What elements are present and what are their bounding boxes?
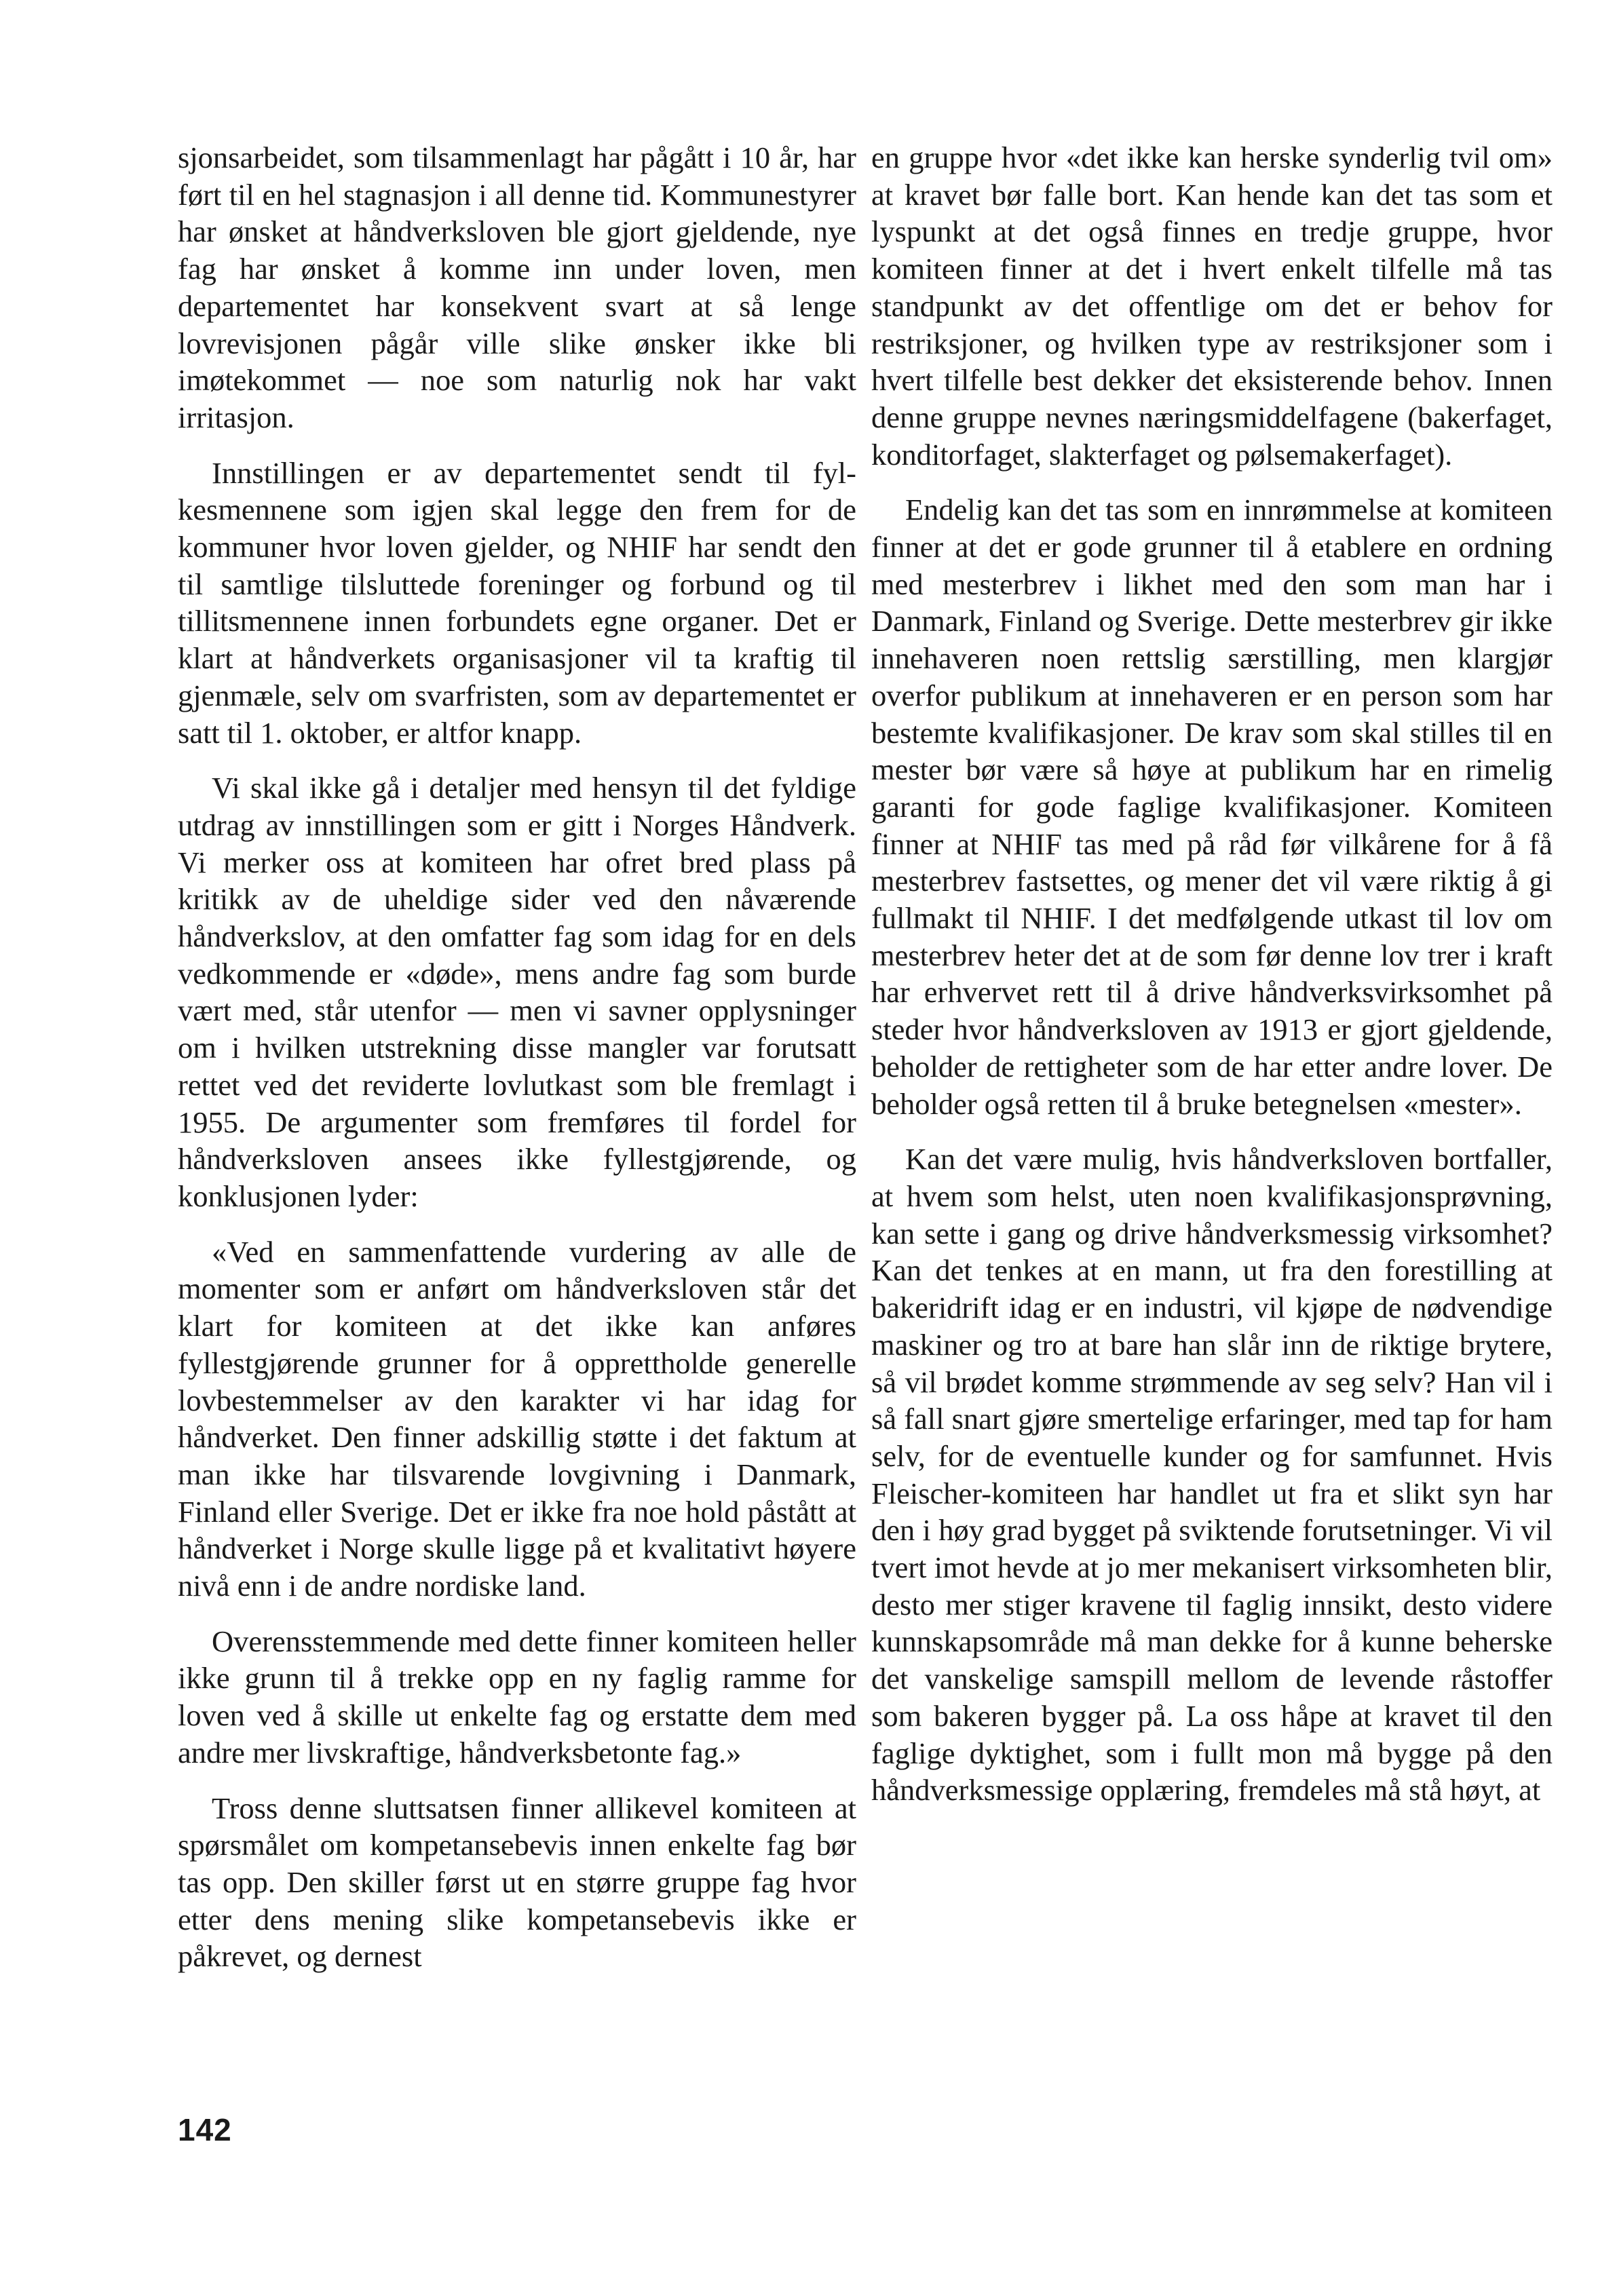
right-column — [871, 139, 1553, 1827]
paragraph: Kan det være mulig, hvis håndverksloven bortfaller, at hvem som helst, uten noen kvalifikasjonsprøvning, kan sette i gang og drive håndverksmessig virksomhet? Kan det tenkes at en mann, ut fra den forestilling at bakeridrift idag er en industri, vil kjøpe de nødvendige maskiner og tro at bare han slår inn de riktige brytere, så vil brødet komme strømmende av seg selv? Han vil i så fall snart gjøre smertelige erfaringer, med tap for ham selv, for de eventuelle kunder og for samfunnet. Hvis Fleischer-komiteen har handlet ut fra et slikt syn har den i høy grad bygget på sviktende forutsetninger. Vi vil tvert imot hevde at jo mer mekanisert virksomheten blir, desto mer stiger kravene til faglig innsikt, desto videre kunnskapsområde må man dekke for å kunne beherske det vanskelige samspill mellom de levende råstoffer som bakeren bygger på. La oss håpe at kravet til den faglige dyktighet, som i fullt mon må bygge på den håndverksmessige opplæring, fremdeles må stå høyt, at — [871, 1142, 1553, 1807]
quoted-paragraph: «Ved en sammenfattende vurdering av alle de momenter som er anført om håndverksloven står det klart for komiteen at det ikke kan anføres fyllestgjørende grunner for å opprettholde generelle lovbestemmelser av den karakter vi har idag for håndverket. Den finner adskillig støtte i det faktum at man ikke har tilsvarende lovgivning i Danmark, Finland eller Sverige. Det er ikke fra noe hold påstått at håndverket i Norge skulle ligge på et kvalitativt høyere nivå enn i de andre nordiske land. — [178, 1234, 856, 1603]
page-number: 142 — [178, 2112, 232, 2147]
paragraph: en gruppe hvor «det ikke kan herske synderlig tvil om» at kravet bør falle bort. Kan hende kan det tas som et lyspunkt at det også finnes en tredje gruppe, hvor komiteen finner at det i hvert enkelt tilfelle må tas standpunkt av det offentlige om det er behov for restriksjoner, og hvilken type av restriksjoner som i hvert tilfelle best dekker det eksisterende behov. Innen denne gruppe nevnes næringsmiddelfagene (bakerfaget, konditorfaget, slakterfaget og pølsemakerfaget). — [871, 140, 1553, 472]
paragraph: Tross denne sluttsatsen finner allikevel komiteen at spørsmålet om kompetansebevis innen enkelte fag bør tas opp. Den skiller først ut en større gruppe fag hvor etter dens mening slike kompetansebevis ikke er påkrevet, og dernest — [178, 1791, 856, 1974]
paragraph: Vi skal ikke gå i detaljer med hensyn til det fyldige utdrag av innstillingen som er gitt i Norges Håndverk. Vi merker oss at komiteen har ofret bred plass på kritikk av de uheldige sider ved den nåværende håndverkslov, at den omfatter fag som idag for en dels vedkommende er «døde», mens andre fag som burde vært med, står utenfor — men vi savner opplysninger om i hvilken utstrekning disse mangler var forutsatt rettet ved det reviderte lovlutkast som ble fremlagt i 1955. De argumenter som fremføres til fordel for håndverksloven ansees ikke fyllestgjørende, og konklusjonen lyder: — [178, 771, 856, 1213]
paragraph: sjonsarbeidet, som tilsammenlagt har pågått i 10 år, har ført til en hel stagnasjon i all denne tid. Kommunestyrer har ønsket at håndverksloven ble gjort gjeldende, nye fag har ønsket å komme inn under loven, men departementet har konsekvent svart at så lenge lovrevisjonen pågår ville slike ønsker ikke bli imøtekommet — noe som naturlig nok har vakt irritasjon. — [178, 140, 856, 434]
left-column — [178, 139, 856, 1993]
paragraph: Innstillingen er av departementet sendt til fylkesmennene som igjen skal legge den frem for de kommuner hvor loven gjelder, og NHIF har sendt den til samtlige tilsluttede foreninger og forbund og til tillitsmennene innen forbundets egne organer. Det er klart at håndverkets organisasjoner vil ta kraftig til gjenmæle, selv om svarfristen, som av departementet er satt til 1. oktober, er altfor knapp. — [178, 455, 856, 750]
quoted-paragraph: Overensstemmende med dette finner komiteen heller ikke grunn til å trekke opp en ny faglig ramme for loven ved å skille ut enkelte fag og erstatte dem med andre mer livskraftige, håndverksbetonte fag.» — [178, 1624, 856, 1769]
paragraph: Endelig kan det tas som en innrømmelse at komiteen finner at det er gode grunner til å etablere en ordning med mesterbrev i likhet med den som man har i Danmark, Finland og Sverige. Dette mesterbrev gir ikke innehaveren noen rettslig særstilling, men klargjør overfor publikum at innehaveren er en person som har bestemte kvalifikasjoner. De krav som skal stilles til en mester bør være så høye at publikum har en rimelig garanti for gode faglige kvalifikasjoner. Komiteen finner at NHIF tas med på råd før vilkårene for å få mesterbrev fastsettes, og mener det vil være riktig å gi fullmakt til NHIF. I det medfølgende utkast til lov om mesterbrev heter det at de som før denne lov trer i kraft har erhvervet rett til å drive håndverksvirksomhet på steder hvor håndverksloven av 1913 er gjort gjeldende, beholder de rettigheter som de har etter andre lover. De beholder også retten til å bruke betegnelsen «mester». — [871, 493, 1553, 1121]
